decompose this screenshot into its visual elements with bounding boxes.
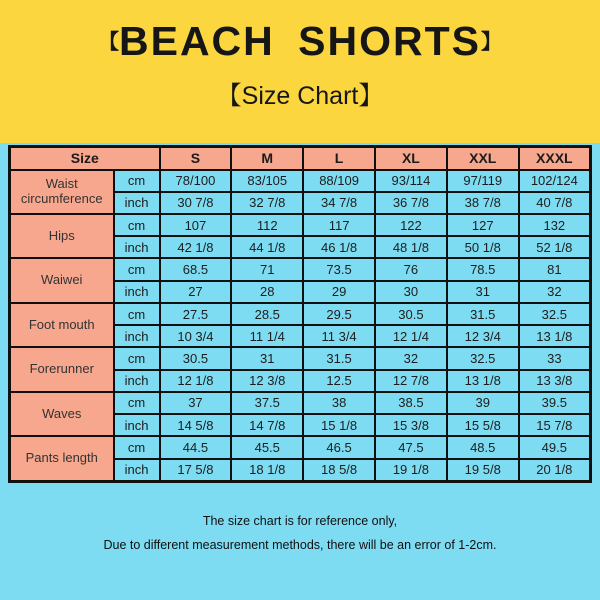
page-title-text: BEACH SHORTS <box>118 18 482 64</box>
value-cell: 31 <box>447 281 519 303</box>
value-cell: 27.5 <box>160 303 232 325</box>
value-cell: 12 7/8 <box>375 370 447 392</box>
value-cell: 17 5/8 <box>160 459 232 482</box>
size-table-head-row <box>10 147 591 170</box>
value-cell: 15 1/8 <box>303 414 375 436</box>
value-cell: 76 <box>375 258 447 280</box>
unit-cell: cm <box>114 303 160 325</box>
value-cell: 15 7/8 <box>519 414 591 436</box>
value-cell: 12 3/4 <box>447 325 519 347</box>
row-label: Waiwei <box>10 258 114 302</box>
table-row <box>10 170 591 192</box>
size-table-body <box>10 170 591 482</box>
value-cell: 38 7/8 <box>447 192 519 214</box>
value-cell: 40 7/8 <box>519 192 591 214</box>
value-cell: 81 <box>519 258 591 280</box>
size-col-header-xxxl: XXXL <box>519 147 591 170</box>
value-cell: 14 5/8 <box>160 414 232 436</box>
value-cell: 32 7/8 <box>231 192 303 214</box>
value-cell: 102/124 <box>519 170 591 192</box>
value-cell: 37.5 <box>231 392 303 414</box>
value-cell: 37 <box>160 392 232 414</box>
value-cell: 27 <box>160 281 232 303</box>
value-cell: 49.5 <box>519 436 591 458</box>
value-cell: 38.5 <box>375 392 447 414</box>
unit-cell: cm <box>114 347 160 369</box>
value-cell: 42 1/8 <box>160 236 232 258</box>
value-cell: 12 1/8 <box>160 370 232 392</box>
value-cell: 34 7/8 <box>303 192 375 214</box>
table-row <box>10 303 591 325</box>
row-label: Hips <box>10 214 114 258</box>
value-cell: 78/100 <box>160 170 232 192</box>
value-cell: 45.5 <box>231 436 303 458</box>
value-cell: 12.5 <box>303 370 375 392</box>
value-cell: 73.5 <box>303 258 375 280</box>
value-cell: 28.5 <box>231 303 303 325</box>
row-label: Waist circumference <box>10 170 114 214</box>
value-cell: 15 5/8 <box>447 414 519 436</box>
table-row <box>10 258 591 280</box>
value-cell: 33 <box>519 347 591 369</box>
value-cell: 29 <box>303 281 375 303</box>
size-col-header-xl: XL <box>375 147 447 170</box>
unit-cell: inch <box>114 414 160 436</box>
size-col-header-s: S <box>160 147 232 170</box>
value-cell: 19 1/8 <box>375 459 447 482</box>
value-cell: 10 3/4 <box>160 325 232 347</box>
unit-cell: inch <box>114 459 160 482</box>
value-cell: 32.5 <box>447 347 519 369</box>
page-title <box>0 0 600 64</box>
unit-cell: inch <box>114 192 160 214</box>
size-corner-header: Size <box>10 147 160 170</box>
title-band <box>0 0 600 143</box>
footer-note-line2: Due to different measurement methods, there will be an error of 1-2cm. <box>103 538 497 552</box>
footer-note <box>0 514 600 552</box>
row-label: Waves <box>10 392 114 436</box>
value-cell: 112 <box>231 214 303 236</box>
value-cell: 48 1/8 <box>375 236 447 258</box>
value-cell: 36 7/8 <box>375 192 447 214</box>
unit-cell: cm <box>114 392 160 414</box>
row-label: Pants length <box>10 436 114 481</box>
value-cell: 39 <box>447 392 519 414</box>
size-col-header-xxl: XXL <box>447 147 519 170</box>
table-row <box>10 392 591 414</box>
size-col-header-l: L <box>303 147 375 170</box>
value-cell: 30.5 <box>375 303 447 325</box>
value-cell: 71 <box>231 258 303 280</box>
value-cell: 32 <box>519 281 591 303</box>
value-cell: 13 1/8 <box>447 370 519 392</box>
unit-cell: cm <box>114 170 160 192</box>
table-row <box>10 214 591 236</box>
value-cell: 117 <box>303 214 375 236</box>
value-cell: 38 <box>303 392 375 414</box>
value-cell: 28 <box>231 281 303 303</box>
value-cell: 31.5 <box>447 303 519 325</box>
value-cell: 44.5 <box>160 436 232 458</box>
value-cell: 44 1/8 <box>231 236 303 258</box>
value-cell: 20 1/8 <box>519 459 591 482</box>
title-bracket-right: 】 <box>481 30 502 54</box>
value-cell: 18 1/8 <box>231 459 303 482</box>
value-cell: 30 7/8 <box>160 192 232 214</box>
value-cell: 83/105 <box>231 170 303 192</box>
value-cell: 52 1/8 <box>519 236 591 258</box>
value-cell: 32 <box>375 347 447 369</box>
unit-cell: inch <box>114 325 160 347</box>
subtitle: 【Size Chart】 <box>216 82 384 111</box>
value-cell: 31 <box>231 347 303 369</box>
value-cell: 30.5 <box>160 347 232 369</box>
value-cell: 29.5 <box>303 303 375 325</box>
row-label: Foot mouth <box>10 303 114 347</box>
value-cell: 15 3/8 <box>375 414 447 436</box>
value-cell: 13 3/8 <box>519 370 591 392</box>
value-cell: 13 1/8 <box>519 325 591 347</box>
value-cell: 12 3/8 <box>231 370 303 392</box>
title-bracket-left: 【 <box>98 30 119 54</box>
size-table <box>8 145 592 483</box>
unit-cell: inch <box>114 281 160 303</box>
value-cell: 11 3/4 <box>303 325 375 347</box>
value-cell: 18 5/8 <box>303 459 375 482</box>
value-cell: 97/119 <box>447 170 519 192</box>
value-cell: 31.5 <box>303 347 375 369</box>
value-cell: 11 1/4 <box>231 325 303 347</box>
value-cell: 14 7/8 <box>231 414 303 436</box>
value-cell: 30 <box>375 281 447 303</box>
unit-cell: cm <box>114 258 160 280</box>
unit-cell: cm <box>114 436 160 458</box>
value-cell: 47.5 <box>375 436 447 458</box>
value-cell: 127 <box>447 214 519 236</box>
value-cell: 12 1/4 <box>375 325 447 347</box>
value-cell: 32.5 <box>519 303 591 325</box>
value-cell: 78.5 <box>447 258 519 280</box>
value-cell: 50 1/8 <box>447 236 519 258</box>
value-cell: 122 <box>375 214 447 236</box>
value-cell: 88/109 <box>303 170 375 192</box>
value-cell: 132 <box>519 214 591 236</box>
value-cell: 68.5 <box>160 258 232 280</box>
value-cell: 19 5/8 <box>447 459 519 482</box>
unit-cell: inch <box>114 236 160 258</box>
footer-note-line1: The size chart is for reference only, <box>202 514 398 528</box>
value-cell: 46 1/8 <box>303 236 375 258</box>
value-cell: 93/114 <box>375 170 447 192</box>
unit-cell: inch <box>114 370 160 392</box>
value-cell: 39.5 <box>519 392 591 414</box>
table-row <box>10 436 591 458</box>
value-cell: 107 <box>160 214 232 236</box>
value-cell: 48.5 <box>447 436 519 458</box>
table-row <box>10 347 591 369</box>
row-label: Forerunner <box>10 347 114 391</box>
size-col-header-m: M <box>231 147 303 170</box>
value-cell: 46.5 <box>303 436 375 458</box>
unit-cell: cm <box>114 214 160 236</box>
